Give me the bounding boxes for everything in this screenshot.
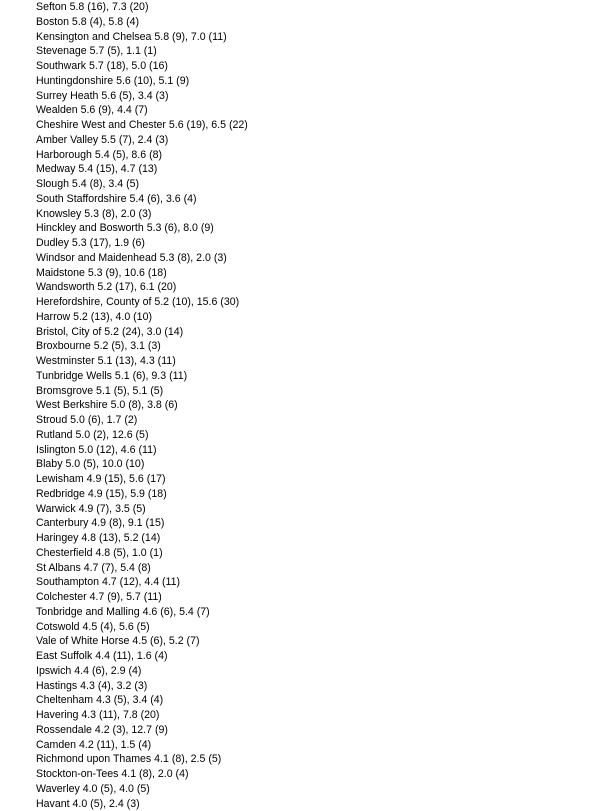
list-item: Havering 4.3 (11), 7.8 (20) [36,708,248,723]
list-item: Waverley 4.0 (5), 4.0 (5) [36,782,248,797]
list-item: Boston 5.8 (4), 5.8 (4) [36,15,248,30]
list-item: Medway 5.4 (15), 4.7 (13) [36,162,248,177]
list-item: Surrey Heath 5.6 (5), 3.4 (3) [36,89,248,104]
list-item: Blaby 5.0 (5), 10.0 (10) [36,457,248,472]
local-authority-list [36,0,248,811]
list-item: Tunbridge Wells 5.1 (6), 9.3 (11) [36,369,248,384]
list-item: Colchester 4.7 (9), 5.7 (11) [36,590,248,605]
list-item: Huntingdonshire 5.6 (10), 5.1 (9) [36,74,248,89]
list-item: Canterbury 4.9 (8), 9.1 (15) [36,516,248,531]
list-item: East Suffolk 4.4 (11), 1.6 (4) [36,649,248,664]
list-item: Harborough 5.4 (5), 8.6 (8) [36,148,248,163]
list-item: Maidstone 5.3 (9), 10.6 (18) [36,266,248,281]
list-item: Cotswold 4.5 (4), 5.6 (5) [36,620,248,635]
list-item: Bristol, City of 5.2 (24), 3.0 (14) [36,325,248,340]
list-item: Knowsley 5.3 (8), 2.0 (3) [36,207,248,222]
list-item: Chesterfield 4.8 (5), 1.0 (1) [36,546,248,561]
list-item: Kensington and Chelsea 5.8 (9), 7.0 (11) [36,30,248,45]
list-item: Havant 4.0 (5), 2.4 (3) [36,797,248,811]
list-item: Warwick 4.9 (7), 3.5 (5) [36,502,248,517]
list-item: St Albans 4.7 (7), 5.4 (8) [36,561,248,576]
list-item: West Berkshire 5.0 (8), 3.8 (6) [36,398,248,413]
list-item: Southwark 5.7 (18), 5.0 (16) [36,59,248,74]
list-item: Wandsworth 5.2 (17), 6.1 (20) [36,280,248,295]
list-item: Cheshire West and Chester 5.6 (19), 6.5 (22) [36,118,248,133]
list-item: Rossendale 4.2 (3), 12.7 (9) [36,723,248,738]
list-item: Westminster 5.1 (13), 4.3 (11) [36,354,248,369]
list-item: Vale of White Horse 4.5 (6), 5.2 (7) [36,634,248,649]
list-item: Lewisham 4.9 (15), 5.6 (17) [36,472,248,487]
list-item: Southampton 4.7 (12), 4.4 (11) [36,575,248,590]
list-item: Hastings 4.3 (4), 3.2 (3) [36,679,248,694]
list-item: Sefton 5.8 (16), 7.3 (20) [36,0,248,15]
list-item: Haringey 4.8 (13), 5.2 (14) [36,531,248,546]
list-item: Redbridge 4.9 (15), 5.9 (18) [36,487,248,502]
list-item: Stockton-on-Tees 4.1 (8), 2.0 (4) [36,767,248,782]
list-item: Cheltenham 4.3 (5), 3.4 (4) [36,693,248,708]
list-item: Herefordshire, County of 5.2 (10), 15.6 (30) [36,295,248,310]
list-item: South Staffordshire 5.4 (6), 3.6 (4) [36,192,248,207]
list-item: Dudley 5.3 (17), 1.9 (6) [36,236,248,251]
list-item: Ipswich 4.4 (6), 2.9 (4) [36,664,248,679]
list-item: Islington 5.0 (12), 4.6 (11) [36,443,248,458]
list-item: Stroud 5.0 (6), 1.7 (2) [36,413,248,428]
list-item: Richmond upon Thames 4.1 (8), 2.5 (5) [36,752,248,767]
list-item: Stevenage 5.7 (5), 1.1 (1) [36,44,248,59]
list-item: Broxbourne 5.2 (5), 3.1 (3) [36,339,248,354]
list-item: Rutland 5.0 (2), 12.6 (5) [36,428,248,443]
list-item: Hinckley and Bosworth 5.3 (6), 8.0 (9) [36,221,248,236]
list-item: Windsor and Maidenhead 5.3 (8), 2.0 (3) [36,251,248,266]
list-item: Camden 4.2 (11), 1.5 (4) [36,738,248,753]
list-item: Tonbridge and Malling 4.6 (6), 5.4 (7) [36,605,248,620]
list-item: Wealden 5.6 (9), 4.4 (7) [36,103,248,118]
list-item: Harrow 5.2 (13), 4.0 (10) [36,310,248,325]
list-item: Slough 5.4 (8), 3.4 (5) [36,177,248,192]
list-item: Amber Valley 5.5 (7), 2.4 (3) [36,133,248,148]
list-item: Bromsgrove 5.1 (5), 5.1 (5) [36,384,248,399]
